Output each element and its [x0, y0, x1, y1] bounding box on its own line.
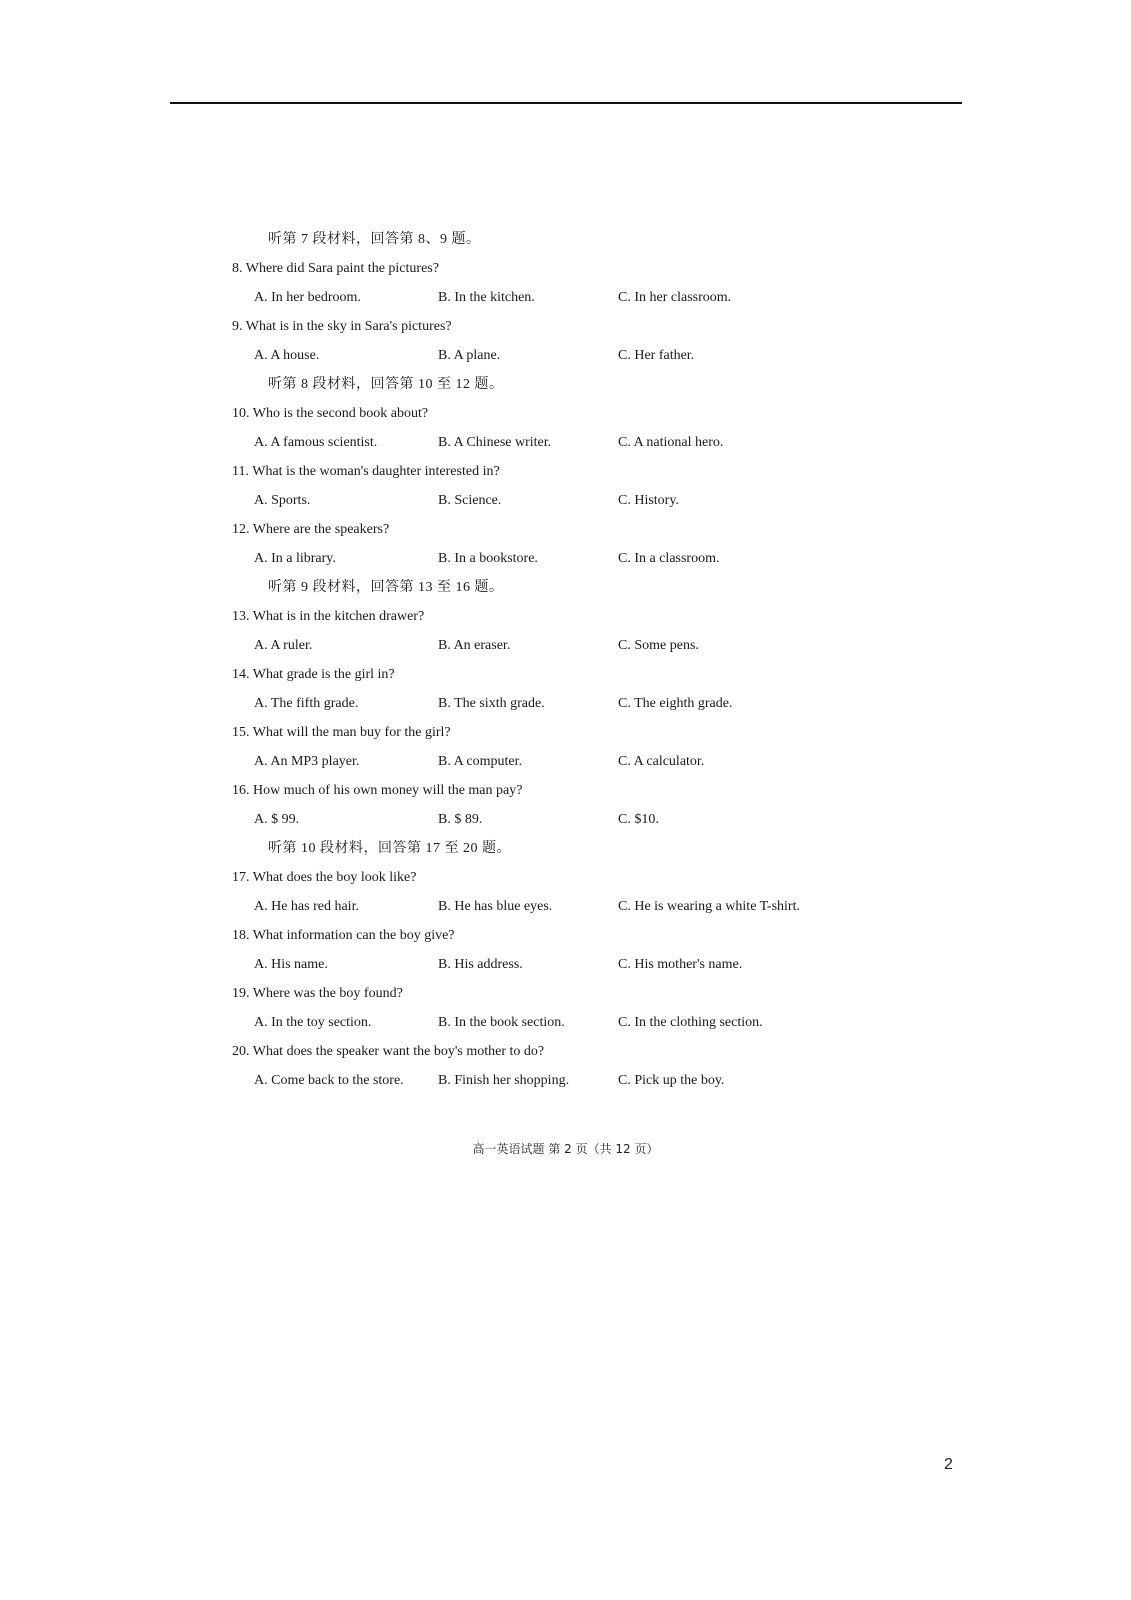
question-stem: 8. Where did Sara paint the pictures?: [232, 261, 439, 276]
option-c: C. Her father.: [618, 348, 695, 363]
question-stem: 14. What grade is the girl in?: [232, 667, 395, 682]
option-a: A. In a library.: [254, 551, 336, 566]
page-footer: 高一英语试题 第 2 页（共 12 页）: [472, 1142, 659, 1156]
option-b: B. He has blue eyes.: [438, 899, 553, 914]
answer-options: [220, 428, 860, 457]
option-a: A. Sports.: [254, 493, 311, 508]
section-heading: 听第 9 段材料，回答第 13 至 16 题。: [268, 580, 504, 595]
option-a: A. A famous scientist.: [254, 435, 378, 450]
option-a: A. Come back to the store.: [254, 1073, 404, 1088]
question-stem: 16. How much of his own money will the man pay?: [232, 783, 523, 798]
page-number: 2: [944, 1456, 953, 1473]
option-b: B. In a bookstore.: [438, 551, 538, 566]
option-a: A. A house.: [254, 348, 320, 363]
option-a: A. In her bedroom.: [254, 290, 361, 305]
option-c: C. In the clothing section.: [618, 1015, 763, 1030]
option-c: C. A national hero.: [618, 435, 724, 450]
option-c: C. $10.: [618, 812, 659, 827]
section-heading: 听第 7 段材料，回答第 8、9 题。: [268, 232, 481, 247]
option-b: B. In the book section.: [438, 1015, 565, 1030]
option-b: B. $ 89.: [438, 812, 483, 827]
option-c: C. He is wearing a white T-shirt.: [618, 899, 800, 914]
question-stem: 20. What does the speaker want the boy's mother to do?: [232, 1044, 545, 1059]
option-c: C. The eighth grade.: [618, 696, 733, 711]
question-stem: 11. What is the woman's daughter interested in?: [232, 464, 500, 479]
question-stem: 18. What information can the boy give?: [232, 928, 455, 943]
answer-options: [220, 892, 860, 921]
option-a: A. He has red hair.: [254, 899, 359, 914]
question-stem: 17. What does the boy look like?: [232, 870, 417, 885]
question-stem: 12. Where are the speakers?: [232, 522, 390, 537]
option-c: C. History.: [618, 493, 679, 508]
option-b: B. A computer.: [438, 754, 522, 769]
answer-options: [220, 689, 860, 718]
option-c: C. In her classroom.: [618, 290, 732, 305]
option-b: B. An eraser.: [438, 638, 511, 653]
option-a: A. A ruler.: [254, 638, 313, 653]
question-stem: 15. What will the man buy for the girl?: [232, 725, 451, 740]
option-a: A. The fifth grade.: [254, 696, 359, 711]
answer-options: [220, 805, 860, 834]
question-stem: 19. Where was the boy found?: [232, 986, 403, 1001]
answer-options: [220, 486, 860, 515]
option-b: B. The sixth grade.: [438, 696, 545, 711]
option-a: A. In the toy section.: [254, 1015, 372, 1030]
option-c: C. Some pens.: [618, 638, 699, 653]
option-b: B. Science.: [438, 493, 502, 508]
answer-options: [220, 544, 860, 573]
option-c: C. Pick up the boy.: [618, 1073, 725, 1088]
option-c: C. His mother's name.: [618, 957, 743, 972]
option-c: C. A calculator.: [618, 754, 705, 769]
question-stem: 9. What is in the sky in Sara's pictures?: [232, 319, 452, 334]
option-c: C. In a classroom.: [618, 551, 720, 566]
option-b: B. In the kitchen.: [438, 290, 535, 305]
section-heading: 听第 10 段材料，回答第 17 至 20 题。: [268, 841, 511, 856]
question-stem: 10. Who is the second book about?: [232, 406, 429, 421]
answer-options: [220, 631, 860, 660]
option-a: A. An MP3 player.: [254, 754, 360, 769]
section-heading: 听第 8 段材料，回答第 10 至 12 题。: [268, 377, 504, 392]
answer-options: [220, 747, 860, 776]
answer-options: [220, 1066, 860, 1095]
option-b: B. A plane.: [438, 348, 501, 363]
option-a: A. His name.: [254, 957, 328, 972]
option-b: B. A Chinese writer.: [438, 435, 552, 450]
option-b: B. Finish her shopping.: [438, 1073, 570, 1088]
option-b: B. His address.: [438, 957, 523, 972]
answer-options: [220, 950, 860, 979]
exam-content: [220, 225, 860, 1095]
option-a: A. $ 99.: [254, 812, 300, 827]
header-rule: [170, 102, 962, 104]
question-stem: 13. What is in the kitchen drawer?: [232, 609, 425, 624]
answer-options: [220, 1008, 860, 1037]
answer-options: [220, 341, 860, 370]
answer-options: [220, 283, 860, 312]
